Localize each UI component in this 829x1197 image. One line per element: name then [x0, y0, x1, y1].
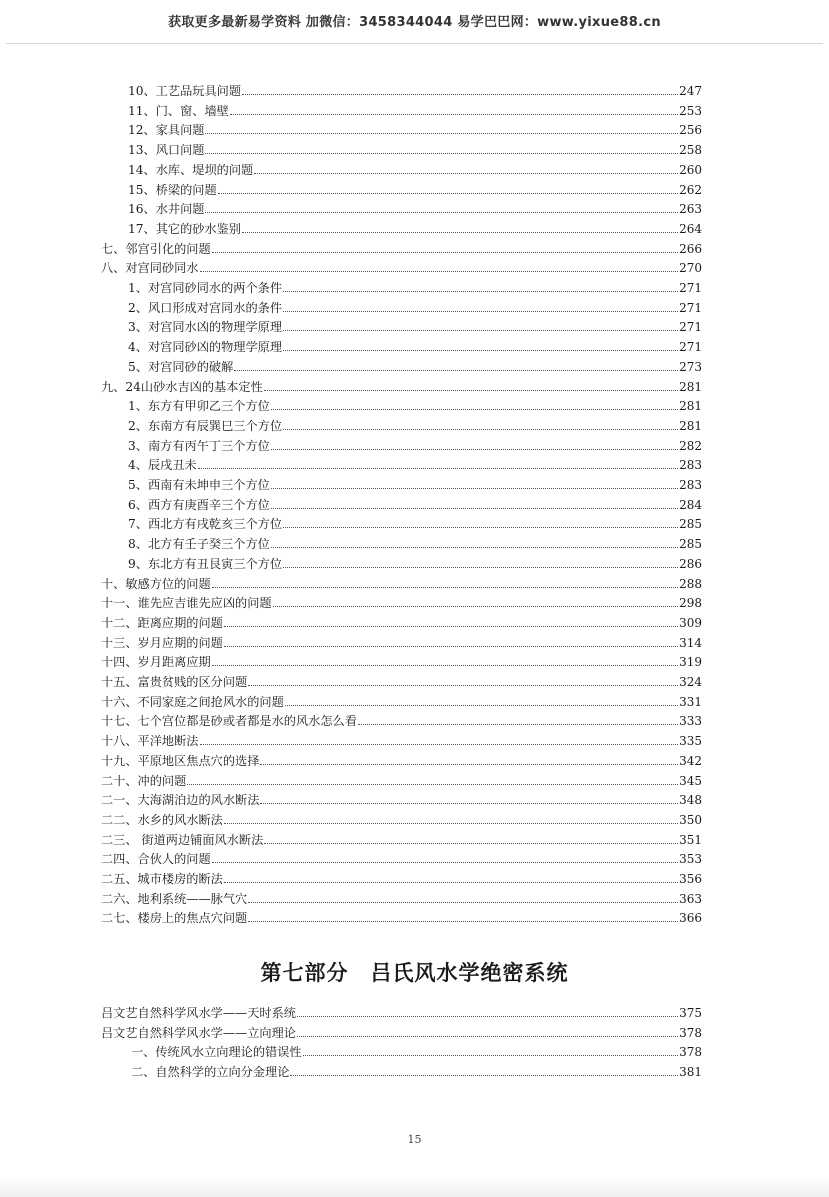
toc-entry-page: 273	[679, 359, 702, 374]
toc-entry	[101, 690, 702, 710]
toc-entry	[128, 118, 702, 138]
toc-entry-title: 二七、楼房上的焦点穴问题	[101, 911, 248, 926]
toc-entry-page: 345	[679, 773, 702, 788]
toc-entry	[128, 335, 702, 355]
dot-leader	[187, 784, 678, 785]
toc-entry	[128, 355, 702, 375]
toc-entry	[128, 473, 702, 493]
toc-entry-title: 一、传统风水立向理论的错误性	[131, 1045, 302, 1060]
toc-entry	[101, 572, 702, 592]
toc-entry	[131, 1060, 702, 1080]
toc-entry-title: 二三、 街道两边铺面风水断法	[101, 832, 264, 847]
toc-entry-title: 14、水库、堤坝的问题	[128, 162, 254, 177]
toc-entry-page: 309	[679, 615, 702, 630]
dot-leader	[248, 902, 678, 903]
toc-entry-page: 284	[679, 497, 702, 512]
toc-entry-page: 363	[679, 891, 702, 906]
dot-leader	[285, 705, 678, 706]
toc-entry-title: 12、家具问题	[128, 123, 205, 138]
toc-entry-page: 381	[679, 1065, 702, 1080]
watermark-text: 获取更多最新易学资料 加微信：3458344044 易学巴巴网：www.yixue88.cn	[168, 15, 661, 30]
dot-leader	[242, 232, 678, 233]
toc-entry-title: 二二、水乡的风水断法	[101, 812, 223, 827]
toc-entry-title: 1、对宫同砂同水的两个条件	[128, 281, 283, 295]
toc-entry-page: 366	[679, 911, 702, 926]
toc-entry-page: 314	[679, 635, 702, 650]
toc-entry	[101, 709, 702, 729]
toc-entry-page: 271	[679, 281, 702, 295]
toc-entry-page: 378	[679, 1025, 702, 1040]
toc-entry-title: 4、对宫同砂凶的物理学原理	[128, 340, 283, 355]
toc-entry-title: 十、敏感方位的问题	[101, 576, 211, 591]
dot-leader	[303, 1055, 678, 1056]
toc-entry	[101, 256, 702, 276]
toc-entry-page: 258	[679, 143, 702, 158]
toc-entry	[128, 138, 702, 158]
toc-entry	[128, 532, 702, 552]
toc-entry-title: 5、对宫同砂的破解	[128, 359, 234, 374]
toc-entry-title: 4、辰戌丑未	[128, 458, 197, 473]
toc-entry-title: 二、自然科学的立向分金理论	[131, 1065, 290, 1080]
toc-entry-title: 13、风口问题	[128, 143, 205, 158]
toc-entry	[128, 217, 702, 237]
toc-entry	[101, 808, 702, 828]
toc-entry-page: 286	[679, 556, 702, 571]
dot-leader	[271, 409, 678, 410]
page-bottom-edge	[0, 1178, 829, 1197]
dot-leader	[212, 587, 678, 588]
toc-entry-title: 十三、岁月应期的问题	[101, 635, 223, 650]
toc-entry-title: 二六、地利系统——脉气穴	[101, 891, 248, 906]
toc-entry-title: 七、邻宫引化的问题	[101, 241, 211, 256]
dot-leader	[271, 508, 678, 509]
toc-entry-title: 2、东南方有辰巽巳三个方位	[128, 418, 283, 433]
toc-entry-title: 二四、合伙人的问题	[101, 852, 211, 867]
toc-entry	[101, 906, 702, 926]
toc-entry-page: 264	[679, 221, 702, 236]
toc-entry-title: 10、工艺品玩具问题	[128, 84, 242, 98]
toc-entry-title: 九、24山砂水吉凶的基本定性	[101, 379, 263, 394]
toc-entry-title: 二十、冲的问题	[101, 773, 187, 788]
dot-leader	[283, 567, 678, 568]
dot-leader	[271, 547, 678, 548]
dot-leader	[273, 606, 678, 607]
toc-entry-title: 11、门、窗、墙壁	[128, 103, 229, 118]
section-heading: 第七部分 吕氏风水学绝密系统	[260, 960, 569, 985]
toc-entry-title: 3、南方有丙午丁三个方位	[128, 438, 270, 453]
toc-entry	[101, 670, 702, 690]
toc-entry	[128, 414, 702, 434]
toc-entry	[128, 493, 702, 513]
toc-entry-page: 281	[679, 418, 702, 433]
toc-entry-title: 5、西南有未坤申三个方位	[128, 478, 270, 492]
dot-leader	[248, 921, 678, 922]
toc-entry-page: 270	[679, 261, 702, 276]
dot-leader	[212, 665, 678, 666]
toc-entry-page: 282	[679, 438, 702, 453]
toc-entry-page: 353	[679, 852, 702, 867]
toc-entry-title: 8、北方有壬子癸三个方位	[128, 537, 270, 552]
toc-entry	[101, 591, 702, 611]
dot-leader	[283, 311, 678, 312]
toc-entry	[128, 296, 702, 316]
toc-entry	[101, 1001, 702, 1021]
toc-entry-title: 1、东方有甲卯乙三个方位	[128, 399, 270, 414]
toc-entry	[128, 79, 702, 99]
toc-entry-title: 十一、谁先应吉谁先应凶的问题	[101, 596, 272, 611]
toc-entry	[128, 512, 702, 532]
toc-entry	[128, 158, 702, 178]
dot-leader	[198, 468, 678, 469]
toc-entry-page: 335	[679, 734, 702, 749]
dot-leader	[205, 153, 678, 154]
toc-entry-page: 333	[679, 714, 702, 729]
toc-entry	[101, 788, 702, 808]
toc-entry-title: 十五、富贵贫贱的区分问题	[101, 675, 248, 689]
toc-entry	[101, 828, 702, 848]
toc-entry-page: 350	[679, 812, 702, 827]
toc-entry	[131, 1040, 702, 1060]
toc-entry-page: 342	[679, 753, 702, 768]
toc-entry-page: 253	[679, 103, 702, 118]
toc-entry	[128, 276, 702, 296]
toc-entry	[101, 769, 702, 789]
dot-leader	[283, 350, 678, 351]
toc-entry-title: 16、水井问题	[128, 202, 205, 217]
dot-leader	[283, 429, 678, 430]
dot-leader	[297, 1016, 678, 1017]
toc-entry-title: 17、其它的砂水鉴别	[128, 221, 242, 236]
toc-entry-page: 262	[679, 182, 702, 197]
toc-entry	[101, 375, 702, 395]
toc-entry	[101, 1021, 702, 1041]
toc-entry-page: 271	[679, 340, 702, 355]
toc-entry	[128, 197, 702, 217]
toc-entry-title: 15、桥梁的问题	[128, 182, 217, 197]
toc-entry-page: 375	[679, 1006, 702, 1020]
toc-entry	[101, 631, 702, 651]
dot-leader	[224, 626, 678, 627]
page-number: 15	[407, 1133, 422, 1146]
banner-divider	[6, 43, 823, 44]
toc-entry-title: 十九、平原地区焦点穴的选择	[101, 753, 260, 768]
toc-entry-page: 283	[679, 458, 702, 473]
toc-entry-page: 266	[679, 241, 702, 256]
toc-entry	[128, 99, 702, 119]
toc-entry-page: 281	[679, 379, 702, 394]
toc-entry-title: 十四、岁月距离应期	[101, 655, 211, 670]
toc-entry	[101, 650, 702, 670]
dot-leader	[283, 527, 678, 528]
toc-entry	[101, 729, 702, 749]
toc-entry-page: 324	[679, 675, 702, 689]
toc-entry	[128, 394, 702, 414]
dot-leader	[283, 330, 678, 331]
toc-entry	[101, 749, 702, 769]
toc-entry-page: 319	[679, 655, 702, 670]
dot-leader	[200, 744, 679, 745]
toc-entry-page: 285	[679, 517, 702, 532]
toc-entry-title: 9、东北方有丑艮寅三个方位	[128, 556, 283, 571]
toc-entry-page: 256	[679, 123, 702, 138]
toc-entry	[101, 887, 702, 907]
dot-leader	[271, 488, 678, 489]
dot-leader	[290, 1075, 678, 1076]
dot-leader	[224, 823, 678, 824]
dot-leader	[297, 1036, 678, 1037]
dot-leader	[212, 252, 678, 253]
toc-entry-page: 271	[679, 320, 702, 335]
toc-entry-title: 7、西北方有戌乾亥三个方位	[128, 517, 283, 532]
dot-leader	[200, 271, 679, 272]
toc-entry	[101, 611, 702, 631]
dot-leader	[234, 370, 678, 371]
dot-leader	[260, 803, 678, 804]
toc-entry-title: 八、对宫同砂同水	[101, 261, 199, 276]
toc-entry-page: 281	[679, 399, 702, 414]
toc-entry-title: 6、西方有庚酉辛三个方位	[128, 497, 270, 512]
toc-entry-title: 十八、平洋地断法	[101, 734, 199, 749]
dot-leader	[283, 291, 678, 292]
toc-entry-page: 298	[679, 596, 702, 611]
toc-entry	[128, 315, 702, 335]
watermark-banner	[0, 0, 829, 40]
dot-leader	[264, 390, 678, 391]
toc-entry-page: 247	[679, 84, 702, 98]
toc-entry	[101, 237, 702, 257]
toc-entry-page: 271	[679, 300, 702, 315]
dot-leader	[264, 843, 678, 844]
dot-leader	[242, 94, 678, 95]
dot-leader	[260, 764, 678, 765]
toc-entry-page: 348	[679, 793, 702, 808]
toc-entry	[101, 847, 702, 867]
dot-leader	[254, 173, 678, 174]
toc-entry-page: 285	[679, 537, 702, 552]
dot-leader	[212, 862, 678, 863]
toc-entry-title: 吕文艺自然科学风水学——立向理论	[101, 1025, 296, 1040]
dot-leader	[358, 724, 678, 725]
dot-leader	[205, 133, 678, 134]
toc-entry-title: 3、对宫同水凶的物理学原理	[128, 320, 283, 335]
toc-entry-page: 356	[679, 872, 702, 886]
dot-leader	[248, 685, 678, 686]
dot-leader	[224, 646, 678, 647]
toc-entry-title: 2、风口形成对宫同水的条件	[128, 300, 283, 315]
toc-entry	[101, 867, 702, 887]
toc-entry-title: 二五、城市楼房的断法	[101, 872, 223, 886]
toc-entry-page: 378	[679, 1045, 702, 1060]
toc-entry-page: 263	[679, 202, 702, 217]
toc-entry	[128, 178, 702, 198]
toc-entry-title: 二一、大海湖泊边的风水断法	[101, 793, 260, 808]
toc-entry-title: 吕文艺自然科学风水学——天时系统	[101, 1006, 296, 1020]
toc-entry-page: 288	[679, 576, 702, 591]
toc-entry-page: 283	[679, 478, 702, 492]
toc-entry-page: 351	[679, 832, 702, 847]
toc-entry-title: 十六、不同家庭之间抢风水的问题	[101, 694, 284, 709]
dot-leader	[271, 449, 678, 450]
toc-entry	[128, 453, 702, 473]
toc-entry-title: 十七、七个宫位都是砂或者都是水的风水怎么看	[101, 714, 357, 729]
toc-entry	[128, 434, 702, 454]
dot-leader	[205, 212, 678, 213]
toc-entry-page: 331	[679, 694, 702, 709]
toc-entry-title: 十二、距离应期的问题	[101, 615, 223, 630]
dot-leader	[230, 114, 678, 115]
toc-entry	[128, 552, 702, 572]
toc-entry-page: 260	[679, 162, 702, 177]
dot-leader	[224, 882, 678, 883]
dot-leader	[218, 193, 678, 194]
